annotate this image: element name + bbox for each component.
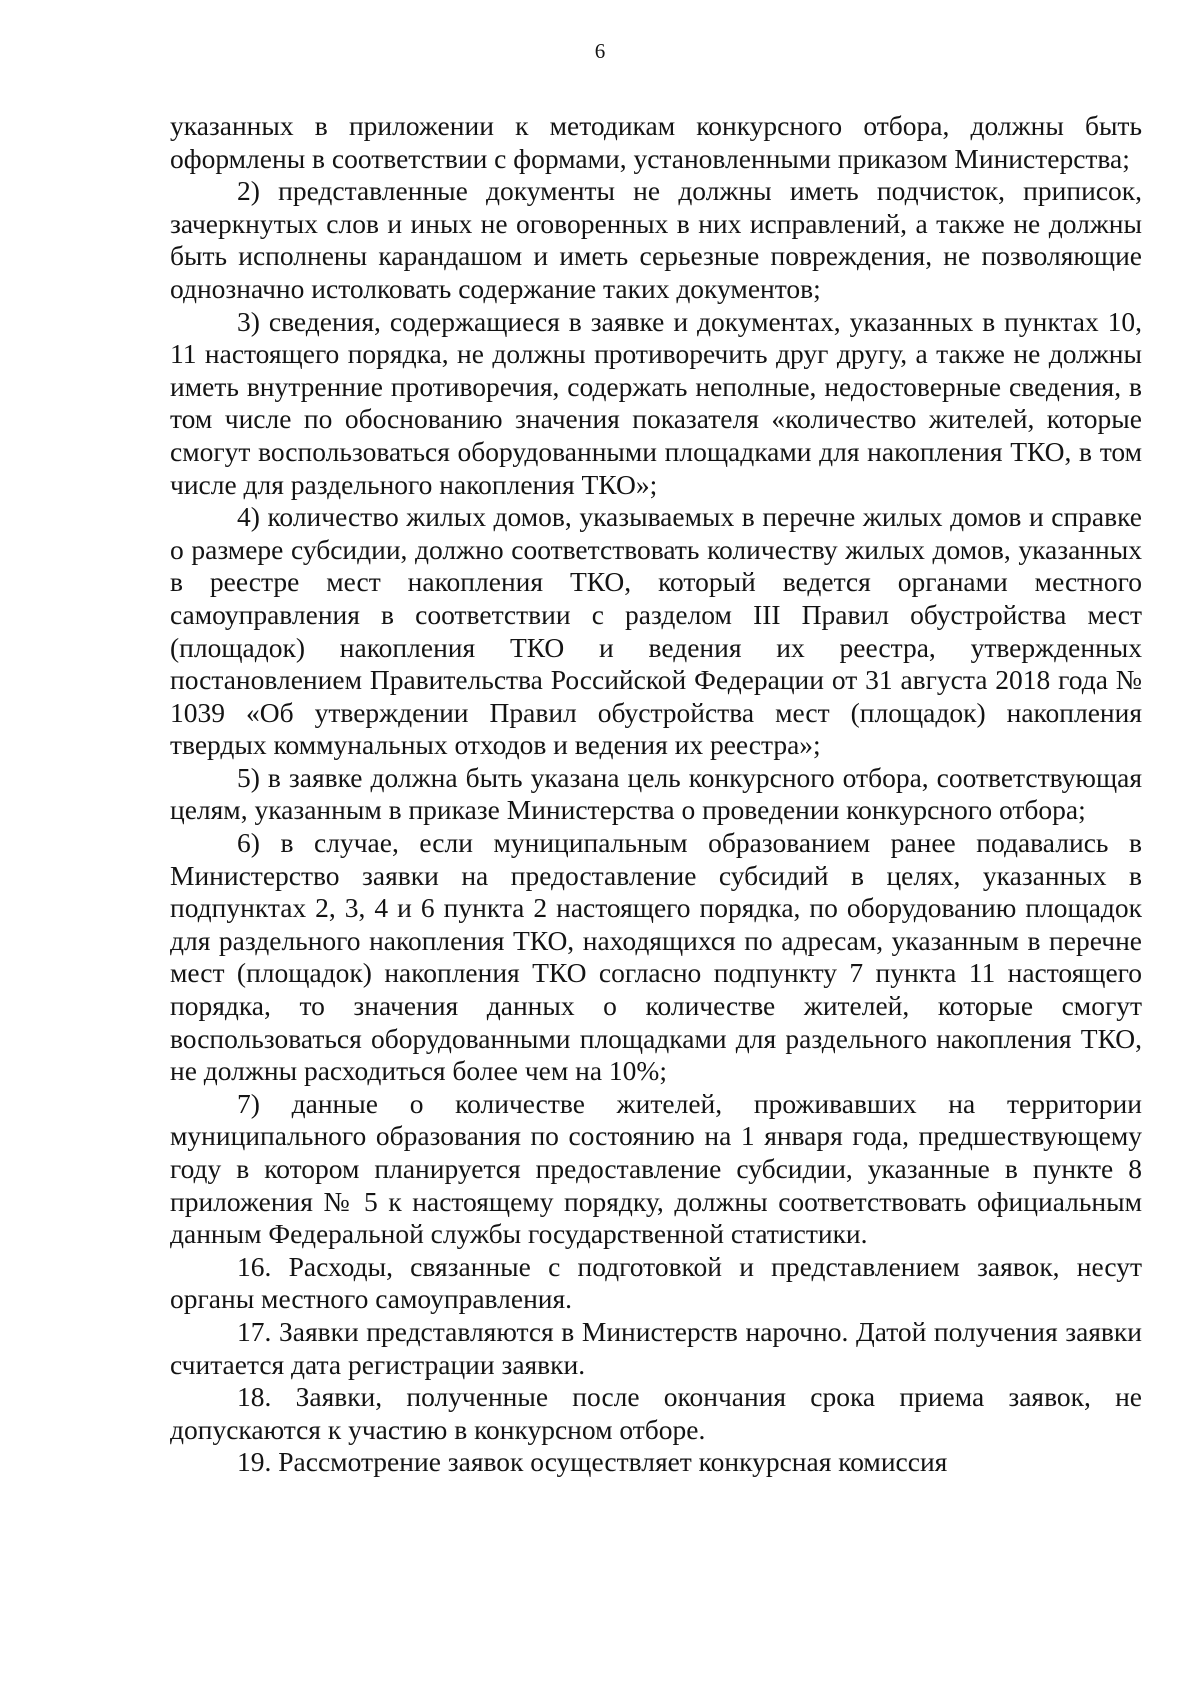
paragraph-item-5: 5) в заявке должна быть указана цель конкурсного отбора, соответствующая целям, указанным в приказе Министерства о проведении конкурсного отбора; xyxy=(170,761,1142,826)
paragraph-item-2: 2) представленные документы не должны иметь подчисток, приписок, зачеркнутых слов и иных не оговоренных в них исправлений, а также не должны быть исполнены карандашом и иметь серьезные повреждения, не позволяющие однозначно истолковать содержание таких документов; xyxy=(170,175,1142,304)
paragraph-clause-16: 16. Расходы, связанные с подготовкой и представлением заявок, несут органы местного самоуправления. xyxy=(170,1250,1142,1315)
paragraph-clause-19: 19. Рассмотрение заявок осуществляет конкурсная комиссия xyxy=(237,1446,948,1478)
page-number: 6 xyxy=(594,39,606,63)
paragraph-clause-17: 17. Заявки представляются в Министерств нарочно. Датой получения заявки считается дата регистрации заявки. xyxy=(170,1315,1142,1380)
document-body xyxy=(170,110,1142,1479)
paragraph-continuation: указанных в приложении к методикам конкурсного отбора, должны быть оформлены в соответствии с формами, установленными приказом Министерства; xyxy=(170,110,1142,174)
paragraph-clause-18: 18. Заявки, полученные после окончания срока приема заявок, не допускаются к участию в конкурсном отборе. xyxy=(170,1381,1142,1445)
paragraph-item-7: 7) данные о количестве жителей, проживавших на территории муниципального образования по состоянию на 1 января года, предшествующему году в котором планируется предоставление субсидии, указанные в пункте 8 приложения № 5 к настоящему порядку, должны соответствовать официальным данным Федеральной службы государственной статистики. xyxy=(170,1087,1142,1250)
paragraph-item-6: 6) в случае, если муниципальным образованием ранее подавались в Министерство заявки на предоставление субсидий в целях, указанных в подпунктах 2, 3, 4 и 6 пункта 2 настоящего порядка, по оборудованию площадок для раздельного накопления ТКО, находящихся по адресам, указанным в перечне мест (площадок) накопления ТКО согласно подпункту 7 пункта 11 настоящего порядка, то значения данных о количестве жителей, которые смогут воспользоваться оборудованными площадками для раздельного накопления ТКО, не должны расходиться более чем на 10%; xyxy=(170,827,1142,1087)
paragraph-item-4: 4) количество жилых домов, указываемых в перечне жилых домов и справке о размере субсидии, должно соответствовать количеству жилых домов, указанных в реестре мест накопления ТКО, который ведется органами местного самоуправления в соответствии с разделом III Правил обустройства мест (площадок) накопления ТКО и ведения их реестра, утвержденных постановлением Правительства Российской Федерации от 31 августа 2018 года № 1039 «Об утверждении Правил обустройства мест (площадок) накопления твердых коммунальных отходов и ведения их реестра»; xyxy=(170,501,1142,761)
paragraph-item-3: 3) сведения, содержащиеся в заявке и документах, указанных в пунктах 10, 11 настоящего порядка, не должны противоречить друг другу, а также не должны иметь внутренние противоречия, содержать неполные, недостоверные сведения, в том числе по обоснованию значения показателя «количество жителей, которые смогут воспользоваться оборудованными площадками для накопления ТКО, в том числе для раздельного накопления ТКО»; xyxy=(170,305,1142,500)
